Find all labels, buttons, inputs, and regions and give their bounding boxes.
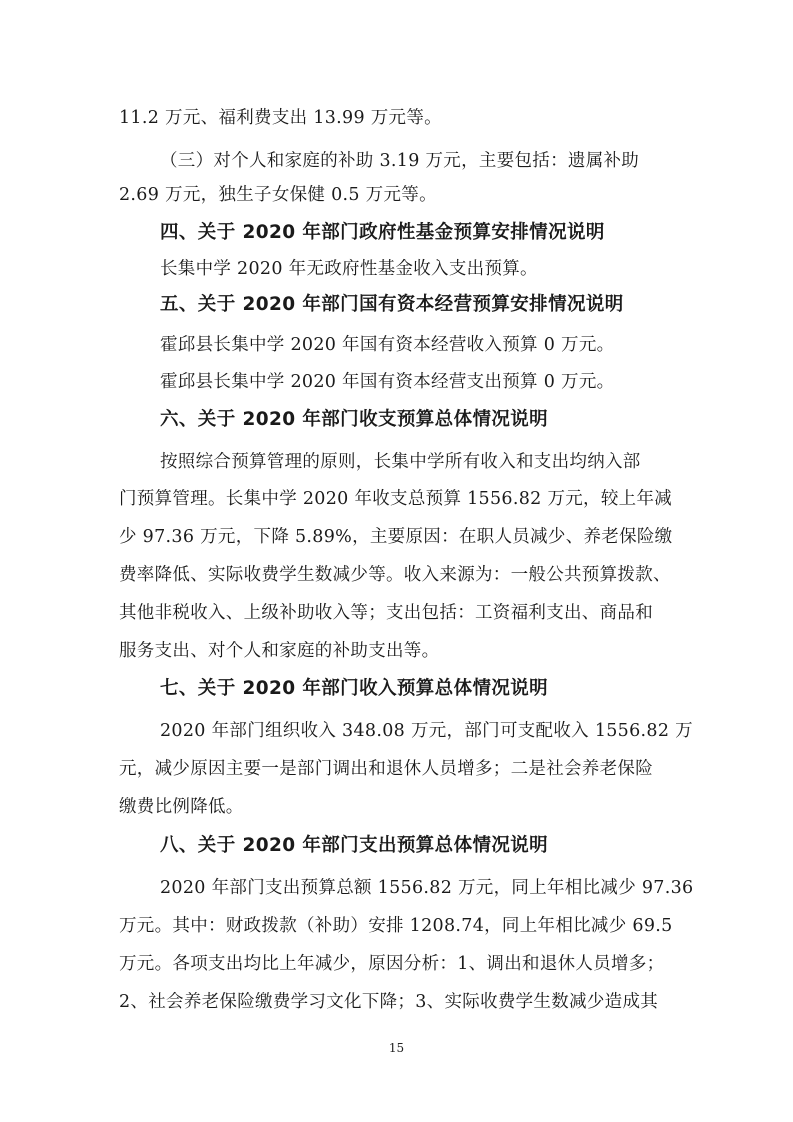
body-text-line: 缴费比例降低。	[119, 797, 244, 817]
body-text-line: 万元。各项支出均比上年减少，原因分析：1、调出和退休人员增多；	[119, 954, 665, 974]
body-text-line: 2020 年部门组织收入 348.08 万元，部门可支配收入 1556.82 万	[160, 721, 693, 741]
body-text-line: 按照综合预算管理的原则，长集中学所有收入和支出均纳入部	[160, 452, 641, 472]
body-text-line: 2.69 万元，独生子女保健 0.5 万元等。	[119, 185, 437, 205]
section-heading: 四、关于 2020 年部门政府性基金预算安排情况说明	[160, 222, 605, 243]
body-text-line: 服务支出、对个人和家庭的补助支出等。	[119, 641, 440, 661]
body-text-line: 霍邱县长集中学 2020 年国有资本经营收入预算 0 万元。	[160, 335, 615, 355]
body-text-line: 万元。其中：财政拨款（补助）安排 1208.74，同上年相比减少 69.5	[119, 916, 673, 936]
body-text-line: 11.2 万元、福利费支出 13.99 万元等。	[119, 108, 442, 128]
section-heading: 五、关于 2020 年部门国有资本经营预算安排情况说明	[160, 294, 624, 315]
body-text-line: 其他非税收入、上级补助收入等；支出包括：工资福利支出、商品和	[119, 603, 653, 623]
body-text-line: 门预算管理。长集中学 2020 年收支总预算 1556.82 万元，较上年减	[119, 489, 673, 509]
section-heading: 六、关于 2020 年部门收支预算总体情况说明	[160, 409, 549, 430]
section-heading: 八、关于 2020 年部门支出预算总体情况说明	[160, 835, 549, 856]
body-text-line: 少 97.36 万元，下降 5.89%，主要原因：在职人员减少、养老保险缴	[119, 527, 673, 547]
body-text-line: 元，减少原因主要一是部门调出和退休人员增多；二是社会养老保险	[119, 759, 653, 779]
page-number: 15	[388, 1041, 405, 1055]
body-text-line: （三）对个人和家庭的补助 3.19 万元，主要包括：遗属补助	[160, 151, 640, 171]
body-text-line: 2020 年部门支出预算总额 1556.82 万元，同上年相比减少 97.36	[160, 878, 694, 898]
body-text-line: 费率降低、实际收费学生数减少等。收入来源为：一般公共预算拨款、	[119, 565, 671, 585]
section-heading: 七、关于 2020 年部门收入预算总体情况说明	[160, 678, 549, 699]
body-text-line: 霍邱县长集中学 2020 年国有资本经营支出预算 0 万元。	[160, 372, 615, 392]
body-text-line: 2、社会养老保险缴费学习文化下降；3、实际收费学生数减少造成其	[119, 992, 659, 1012]
body-text-line: 长集中学 2020 年无政府性基金收入支出预算。	[160, 259, 538, 279]
